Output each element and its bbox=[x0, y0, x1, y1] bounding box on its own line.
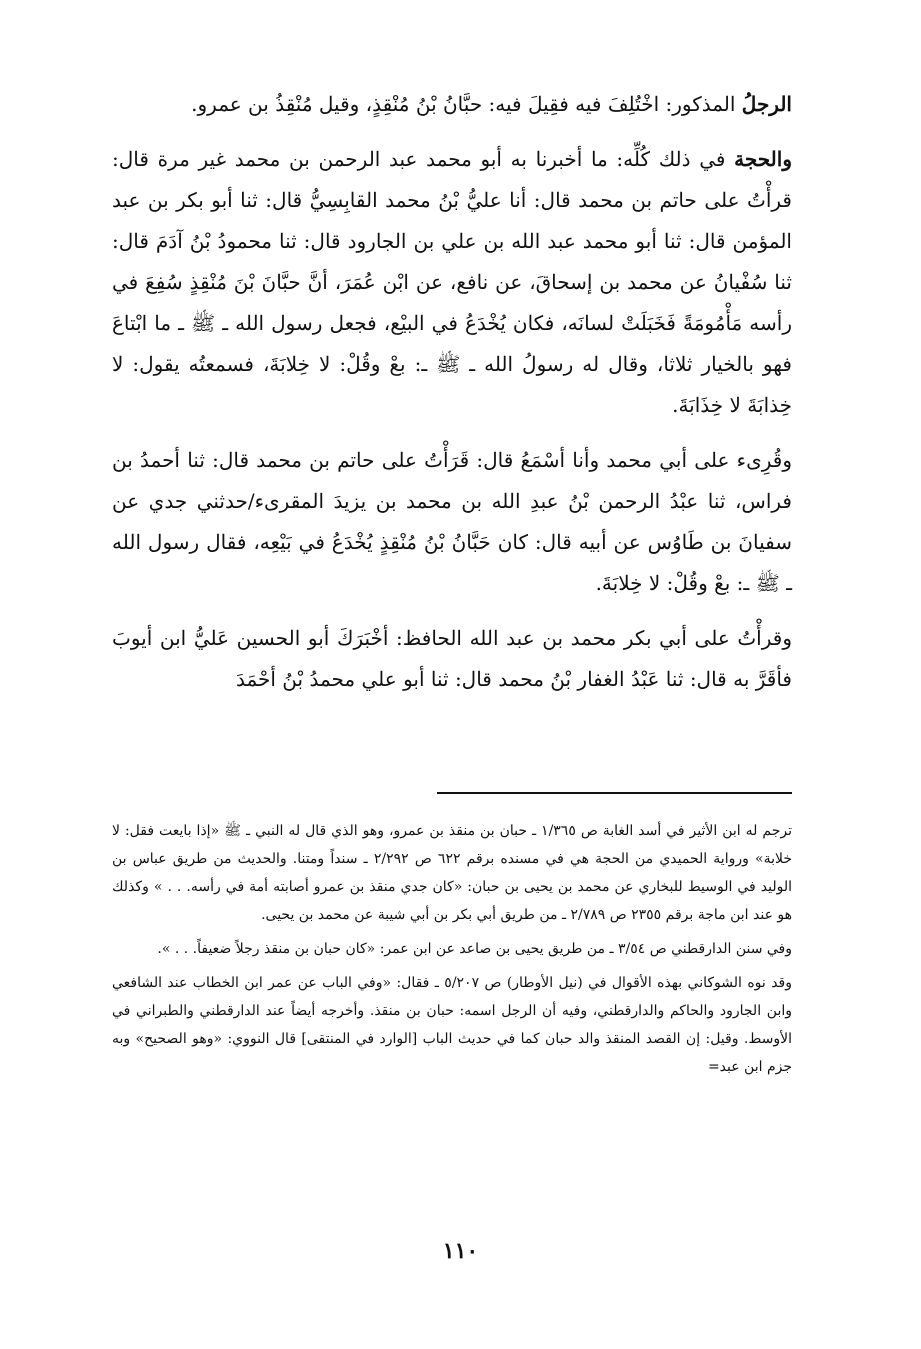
main-text bbox=[112, 84, 792, 714]
footnote-1: ترجم له ابن الأثير في أسد الغابة ص ١/٣٦٥ ـ حبان بن منقذ بن عمرو، وهو الذي قال له النبي ـ ﷺ «إذا بايعت فقل: لا خلابة» ورواية الحميدي من الحجة هي في مسنده برقم ٦٢٢ ص ٢/٢٩٢ ـ سنداً ومتنا. والحديث من طريق عباس بن الوليد في الوسيط للبخاري عن محمد بن يحيى بن حبان: «كان جدي منقذ بن عمرو أصابته أمة في رأسه. . . » وكذلك هو عند ابن ماجة برقم ٢٣٥٥ ص ٢/٧٨٩ ـ من طريق أبي بكر بن أبي شيبة عن محمد بن يحيى. bbox=[112, 823, 792, 923]
paragraph-1-lead: الرجلُ bbox=[741, 92, 792, 116]
paragraph-4 bbox=[112, 618, 792, 700]
footnote-separator bbox=[437, 792, 792, 794]
footnotes bbox=[112, 817, 792, 1087]
paragraph-4-text: وقرأْتُ على أبي بكر محمد بن عبد الله الحافظ: أخْبَرَكَ أبو الحسين عَليُّ ابن أيوبَ فأقَرَّ به قال: ثنا عَبْدُ الغفار بْنُ محمد قال: ثنا أبو علي محمدُ بْنُ أحْمَدَ bbox=[112, 626, 792, 691]
footnote-2: وفي سنن الدارقطني ص ٣/٥٤ ـ من طريق يحيى بن صاعد عن ابن عمر: «كان حبان بن منقذ رجلاً ضعيفاً. . . ». bbox=[157, 941, 792, 957]
paragraph-1 bbox=[112, 84, 792, 125]
footnote-3: وقد نوه الشوكاني بهذه الأقوال في (نيل الأوطار) ص ٥/٢٠٧ ـ فقال: «وفي الباب عن عمر ابن الخطاب عند الشافعي وابن الجارود والحاكم والدارقطني، وفيه أن الرجل اسمه: حبان بن منقذ. وأخرجه أيضاً عند الدارقطني والطبراني في الأوسط. وقيل: إن القصد المنقذ والد حبان كما في حديث الباب [الوارد في المنتقى] قال النووي: «وهو الصحيح» وبه جزم ابن عبد= bbox=[112, 975, 793, 1075]
paragraph-3-text: وقُرِىء على أبي محمد وأنا أسْمَعُ قال: قَرَأْتُ على حاتم بن محمد قال: ثنا أحمدُ بن فراس، ثنا عبْدُ الرحمن بْنُ عبدِ الله بن محمد بن يزيدَ المقرىء/حدثني جدي عن سفيانَ بن طَاوُس عن أبيه قال: كان حَبَّانُ بْنُ مُنْقِذٍ يُخْدَعُ في بَيْعِه، فقال رسول الله ـ ﷺ ـ: بعْ وقُلْ: لا خِلابَةَ. bbox=[112, 448, 792, 595]
paragraph-3 bbox=[112, 440, 792, 604]
paragraph-1-text: المذكور: اخْتُلِفَ فيه فقِيلَ فيه: حبَّانُ بْنُ مُنْقِذٍ، وقيل مُنْقِذُ بن عمرو. bbox=[191, 92, 742, 116]
main-body bbox=[112, 84, 792, 700]
page-number: ١١٠ bbox=[442, 1238, 479, 1264]
paragraph-2-lead: والحجة bbox=[734, 147, 792, 171]
paragraph-2 bbox=[112, 139, 792, 426]
paragraph-2-text: في ذلك كُلِّه: ما أخبرنا به أبو محمد عبد الرحمن بن محمد غير مرة قال: قرأْتُ على حاتم بن محمد قال: أنا عليُّ بْنُ محمد القابِسِيُّ قال: ثنا أبو بكر بن عبد المؤمن قال: ثنا أبو محمد عبد الله بن علي بن الجارود قال: ثنا محمودُ بْنُ آدَمَ قال: ثنا سُفْيانُ عن محمد بن إسحاقَ، عن نافع، عن ابْن عُمَرَ، أنَّ حبَّانَ بْنَ مُنْقِذٍ سُفِعَ في رأسه مَأْمُومَةً فَخَبَلَتْ لسانَه، فكان يُخْدَعُ في البيْع، فجعل رسول الله ـ ﷺ ـ ما ابْتاعَ فهو بالخيار ثلاثا، وقال له رسولُ الله ـ ﷺ ـ: بعْ وقُلْ: لا خِلابَةَ، فسمعتُه يقول: لا خِذابَةَ لا خِذَابَةَ. bbox=[112, 147, 792, 417]
